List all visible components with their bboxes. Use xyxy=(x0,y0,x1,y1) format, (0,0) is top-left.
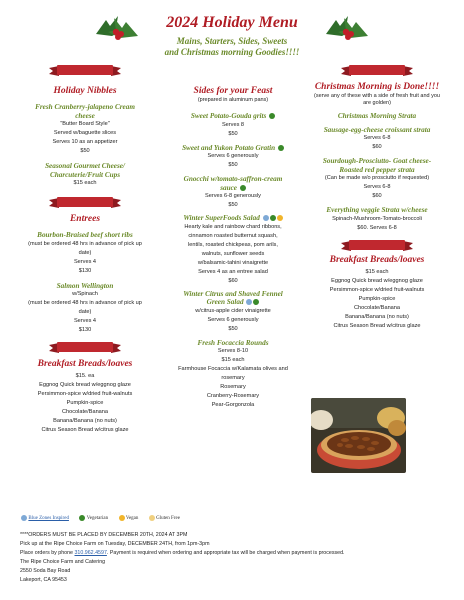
vegetarian-icon xyxy=(240,185,246,191)
ribbon-banner-icon xyxy=(341,64,413,78)
item-veggie-strata: Everything veggie Strata w/cheese Spinach-Mushroom-Tomato-broccoli $60. Serves 6-8 xyxy=(326,206,428,231)
address-street: 2550 Soda Bay Road xyxy=(20,568,71,574)
section-title-breakfast-breads-right: Breakfast Breads/loaves xyxy=(329,254,425,265)
vegan-icon xyxy=(119,515,125,521)
blue-zones-link[interactable]: Blue Zones Inspired xyxy=(28,516,69,522)
vegetarian-icon xyxy=(278,145,284,151)
section-title-breakfast-breads-left: Breakfast Breads/loaves xyxy=(37,359,133,369)
item-citrus-fennel-salad: Winter Citrus and Shaved Fennel Green Salad w/citrus-apple cider vinaigrette Serves 6 generously $50 xyxy=(183,289,283,332)
vegan-label: Vegan xyxy=(125,516,139,522)
column-left xyxy=(14,64,156,435)
blue-zones-icon xyxy=(246,299,252,305)
ribbon-banner-icon xyxy=(341,239,413,253)
vegetarian-icon xyxy=(269,113,275,119)
phone-order-info: Place orders by phone 310.962.4597. Payment is required when ordering and appropriate tax will be charged when payment is processed. xyxy=(20,550,345,556)
address-city: Lakeport, CA 95453 xyxy=(20,577,67,583)
item-potato-gouda-grits: Sweet Potato-Gouda grits Serves 8 $50 xyxy=(164,112,302,139)
pecan-pie-photo xyxy=(311,398,406,473)
menu-title: 2024 Holiday Menu xyxy=(166,14,298,31)
item-salmon-wellington: Salmon Wellington w/Spinach (must be ordered 48 hrs in advance of pick up date) Serves 4 $130 xyxy=(28,281,142,333)
breads-list-right: $15 each Eggnog Quick bread w/eggnog glaze Persimmon-spice w/dried fruit-walnuts Pumpkin-spice Chocolate/Banana Banana/Banana (no nuts) Citrus Season Bread w/citrus glaze xyxy=(329,268,425,329)
blue-zones-icon xyxy=(263,215,269,221)
item-cranberry-cheese: Fresh Cranberry-jalapeno Cream cheese "Butter Board Style" Served w/baguette slices Serves 10 as an appetizer $50 xyxy=(35,103,135,154)
gluten-free-icon xyxy=(149,515,155,521)
phone-link[interactable]: 310.962.4597 xyxy=(74,550,107,556)
item-prosciutto-strata: Sourdough-Prosciutto- Goat cheese- Roasted red pepper strata (Can be made w/o prosciutto if requested) Serves 6-8 $60 xyxy=(322,157,432,199)
column-middle xyxy=(164,64,302,410)
dietary-legend xyxy=(20,515,188,521)
section-title-christmas-morning: Christmas Morning is Done!!!! xyxy=(314,82,440,92)
section-title-nibbles: Holiday Nibbles xyxy=(53,86,117,96)
ribbon-banner-icon xyxy=(49,341,121,355)
menu-subtitle: Mains, Starters, Sides, Sweets and Christmas morning Goodies!!!! xyxy=(164,36,300,57)
item-short-ribs: Bourbon-Braised beef short ribs (must be ordered 48 hrs in advance of pick up date) Serves 4 $130 xyxy=(28,231,142,274)
ribbon-banner-icon xyxy=(49,196,121,210)
order-footer xyxy=(20,531,450,585)
vegetarian-icon xyxy=(79,515,85,521)
item-croissant-strata: Sausage-egg-cheese croissant strata Serves 6-8 $60 xyxy=(323,125,431,150)
column-right: Christmas Morning is Done!!!! (serve any of these with a side of fresh fruit and you are golden) Christmas Morning Strata Sausage-egg-cheese croissant strata Serves 6-8 $60 Sourdough-Prosciutto- Goat cheese- Roasted red pepper strata (Can be made w/o prosciutto if requested) Serves 6-8 $60 Everything veggie Strata w/cheese Spinach-Mushroom-Tomato-broccoli $60. Serves 6-8 Breakfast Breads/loaves $15 each Eggnog Quick bread w/eggnog glaze Persimmon-spice w/dried fruit-walnuts Pumpkin-spice Chocolate/Banana Banana/Banana (no nuts) Citrus Season Bread w/citrus glaze xyxy=(304,64,450,331)
section-title-sides: Sides for your Feast xyxy=(193,86,273,96)
breads-list-left: $15. ea Eggnog Quick bread w/eggnog glaze Persimmon-spice w/dried fruit-walnuts Pumpkin-spice Chocolate/Banana Banana/Banana (no nuts) Citrus Season Bread w/citrus glaze xyxy=(37,373,133,433)
subsection-title-strata: Christmas Morning Strata xyxy=(337,112,417,120)
order-deadline: ****ORDERS MUST BE PLACED BY DECEMBER 20TH, 2024 AT 3PM xyxy=(20,532,188,538)
vegetarian-icon xyxy=(270,215,276,221)
ribbon-banner-icon xyxy=(49,64,121,78)
item-focaccia-rounds: Fresh Focaccia Rounds Serves 8-10 $15 each Farmhouse Focaccia w/Kalamata olives and rosemary Rosemary Cranberry-Rosemary Pear-Gorgonzola xyxy=(178,338,288,408)
blue-zones-icon xyxy=(21,515,27,521)
gluten-free-label: Gluten Free xyxy=(156,516,180,522)
item-potato-gratin: Sweet and Yukon Potato Gratin Serves 6 generously $50 xyxy=(164,144,302,171)
item-superfoods-salad: Winter SuperFoods Salad Hearty kale and rainbow chard ribbons, cinnamon roasted butternut squash, lentils, roasted chickpeas, pom arils, walnuts, sunflower seeds w/balsamic-tahini vinaigrette Serves 4 as an entree salad $60 xyxy=(183,214,282,284)
item-gnocchi: Gnocchi w/tomato-saffron-cream sauce Serves 6-8 generously $50 xyxy=(183,175,283,208)
pickup-info: Pick up at the Ripe Choice Farm on Tuesday, DECEMBER 24TH, from 1pm-3pm xyxy=(20,541,210,547)
business-name: The Ripe Choice Farm and Catering xyxy=(20,559,106,565)
vegetarian-icon xyxy=(253,299,259,305)
vegan-icon xyxy=(277,215,283,221)
sides-note: (prepared in aluminum pans) xyxy=(197,97,269,103)
vegetarian-label: Vegetarian xyxy=(86,516,109,522)
item-cheese-cups: Seasonal Gourmet Cheese/ Charcuterie/Fruit Cups $15 each xyxy=(45,162,125,186)
section-title-entrees: Entrees xyxy=(69,214,101,224)
